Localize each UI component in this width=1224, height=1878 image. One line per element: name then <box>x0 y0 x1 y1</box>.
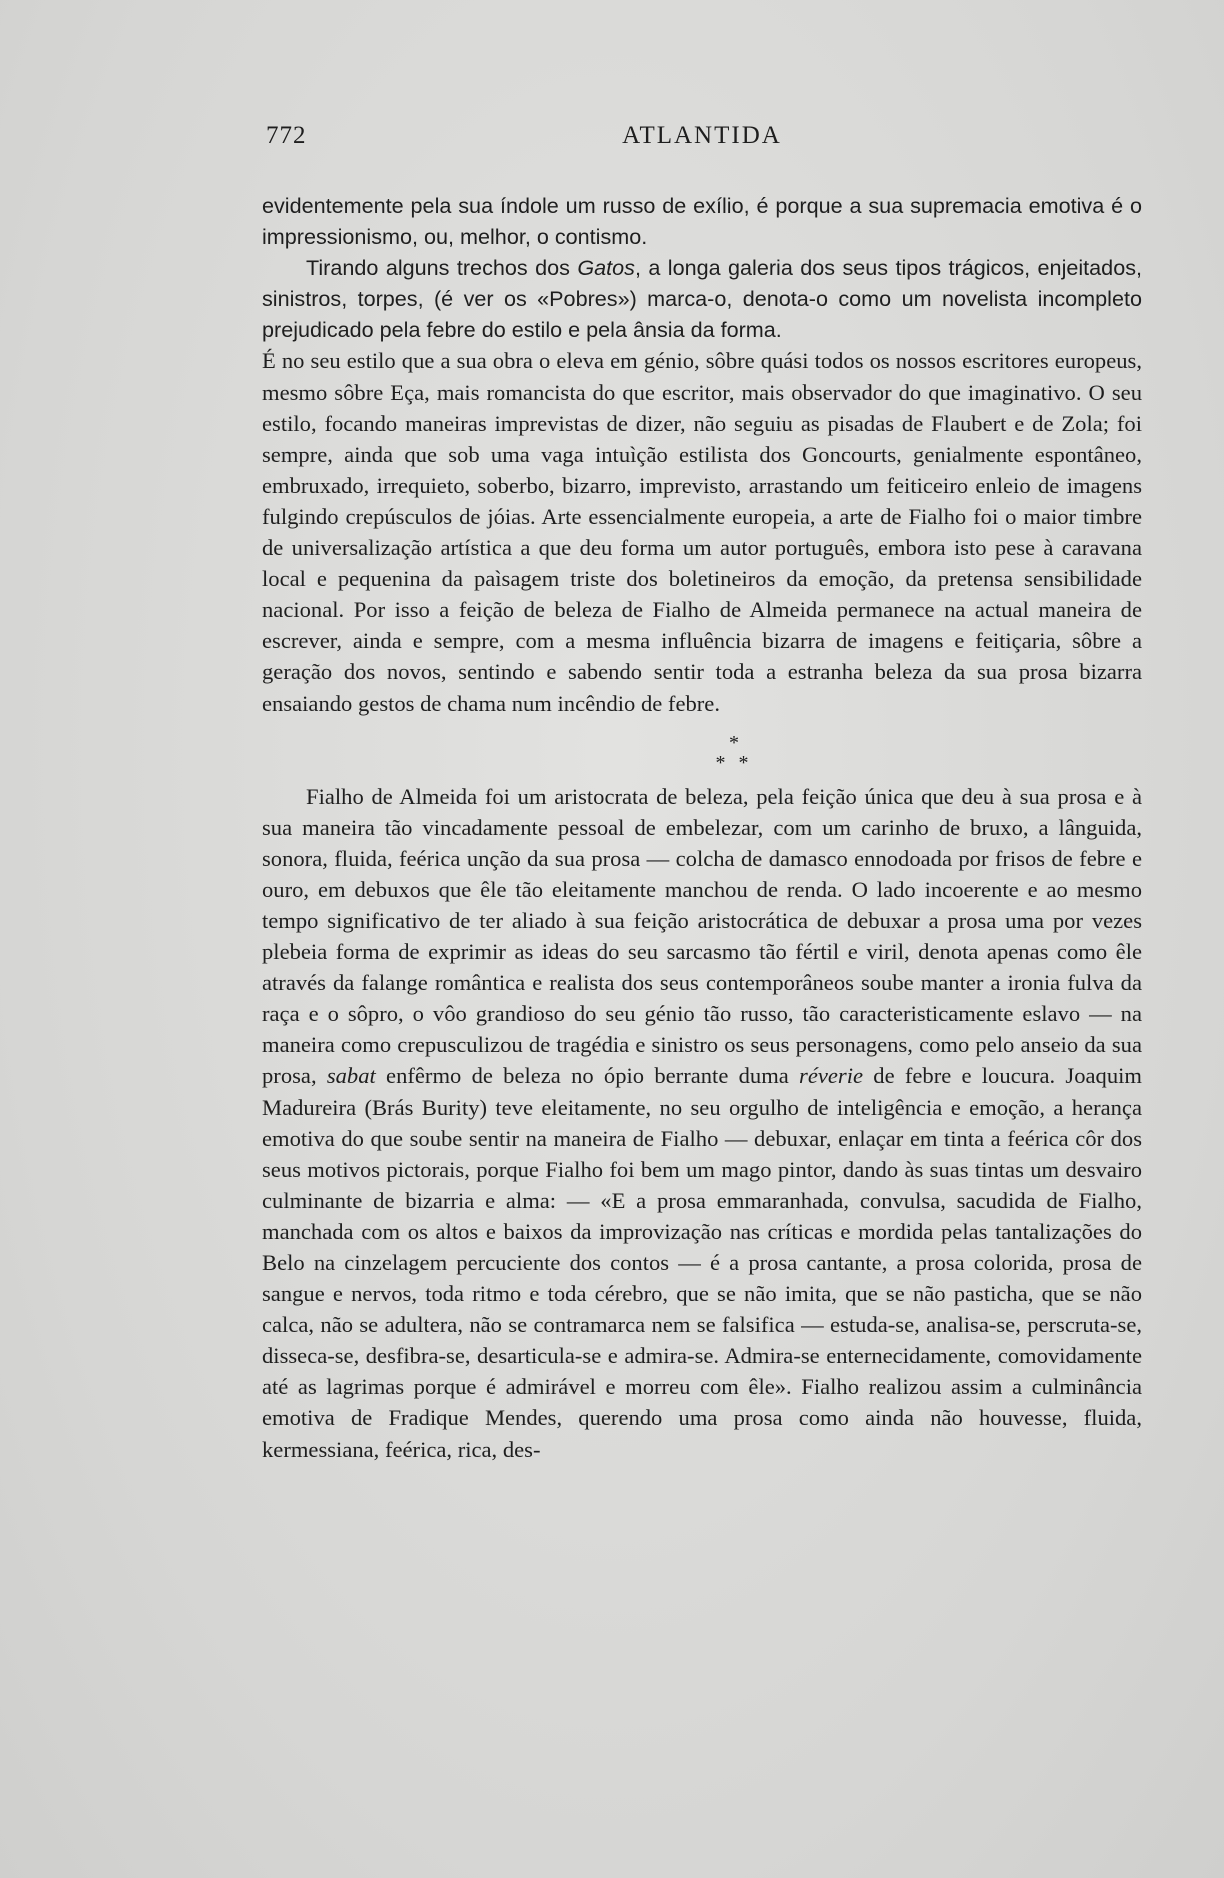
paragraph-2 <box>262 252 1142 345</box>
asterism-bottom: * * <box>715 751 753 774</box>
section-separator-asterism <box>326 719 1142 781</box>
paragraph-1: evidentemente pela sua índole um russo de exílio, é porque a sua supremacia emotiva é o impressionismo, ou, melhor, o contismo. <box>262 193 1142 250</box>
paragraph-3: É no seu estilo que a sua obra o eleva em génio, sôbre quási todos os nossos escritores europeus, mesmo sôbre Eça, mais romancista do que escritor, mais observador do que imaginativo. O seu estilo, focando maneiras imprevistas de dizer, não seguiu as pisadas de Flaubert e de Zola; foi sempre, ainda que sob uma vaga intuìção estilista dos Goncourts, genialmente espontâneo, embruxado, irrequieto, soberbo, bizarro, imprevisto, arrastando um feiticeiro enleio de imagens fulgindo crepúsculos de jóias. Arte essencialmente europeia, a arte de Fialho foi o maior timbre de universalização artística a que deu forma um autor português, embora isto pese à caravana local e pequenina da paìsagem triste dos boletineiros da emoção, da pretensa sensibilidade nacional. Por isso a feição de beleza de Fialho de Almeida permanece na actual maneira de escrever, ainda e sempre, com a mesma influência bizarra de imagens e feitiçaria, sôbre a geração dos novos, sentindo e sabendo sentir toda a estranha beleza da sua prosa bizarra ensaiando gestos de chama num incêndio de febre. <box>262 348 1142 716</box>
paragraph-4-part-2: enfêrmo de beleza no ópio berrante duma <box>375 1063 800 1089</box>
paragraph-4 <box>262 781 1142 1465</box>
paragraph-2-start: Tirando alguns trechos dos <box>306 255 578 281</box>
asterism-top: * <box>729 731 739 754</box>
paragraph-4-part-1: Fialho de Almeida foi um aristocrata de beleza, pela feição única que deu à sua prosa e à sua maneira tão vincadamente pessoal de embelezar, com um carinho de bruxo, a lânguida, sonora, fluida, feérica unção da sua prosa — colcha de damasco ennodoada por frisos de febre e ouro, em debuxos que êle tão eleitamente manchou de renda. O lado incoerente e ao mesmo tempo significativo de ter aliado à sua feição aristocrática de debuxar a prosa uma por vezes plebeia forma de exprimir as ideas do seu sarcasmo tão fértil e viril, denota apenas como êle através da falange romântica e realista dos seus contemporâneos soube manter a ironia fulva da raça e o sôpro, o vôo grandioso do seu génio tão russo, tão caracteristicamente eslavo — na maneira como crepusculizou de tragédia e sinistro os seus personagens, como pelo anseio da sua prosa, <box>262 783 1142 1089</box>
italic-word-sabat: sabat <box>326 1063 376 1089</box>
page-header <box>262 122 1142 158</box>
italic-title-gatos: Gatos <box>577 255 635 281</box>
page-number: 772 <box>266 122 307 149</box>
italic-word-reverie: réverie <box>799 1063 864 1089</box>
running-title: ATLANTIDA <box>622 122 782 149</box>
paragraph-2-end: , a longa galeria dos seus tipos trágicos, enjeitados, sinistros, torpes, (é ver os «Pobres») marca-o, denota-o como um novelista incompleto prejudicado pela febre do estilo e pela ânsia da forma. <box>262 255 1142 343</box>
body-text <box>262 190 1142 1465</box>
paragraph-4-part-3: de febre e loucura. Joaquim Madureira (Brás Burity) teve eleitamente, no seu orgulho de inteligência e emoção, a herança emotiva do que soube sentir na maneira de Fialho — debuxar, enlaçar em tinta a feérica côr dos seus motivos pictorais, porque Fialho foi bem um mago pintor, dando às suas tintas um desvairo culminante de bizarria e alma: — «E a prosa emmaranhada, convulsa, sacudida de Fialho, manchada com os altos e baixos da improvização nas críticas e mordida pelas tantalizações do Belo na cinzelagem percuciente dos contos — é a prosa cantante, a prosa colorida, prosa de sangue e nervos, toda ritmo e toda cérebro, que se não imita, que se não pasticha, que se não calca, não se adultera, não se contramarca nem se falsifica — estuda-se, analisa-se, perscruta-se, disseca-se, desfibra-se, desarticula-se e admira-se. Admira-se enternecidamente, comovidamente até as lagrimas porque é admirável e morreu com êle». Fialho realizou assim a culminância emotiva de Fradique Mendes, querendo uma prosa como ainda não houvesse, fluida, kermessiana, feérica, rica, des- <box>262 1063 1142 1462</box>
